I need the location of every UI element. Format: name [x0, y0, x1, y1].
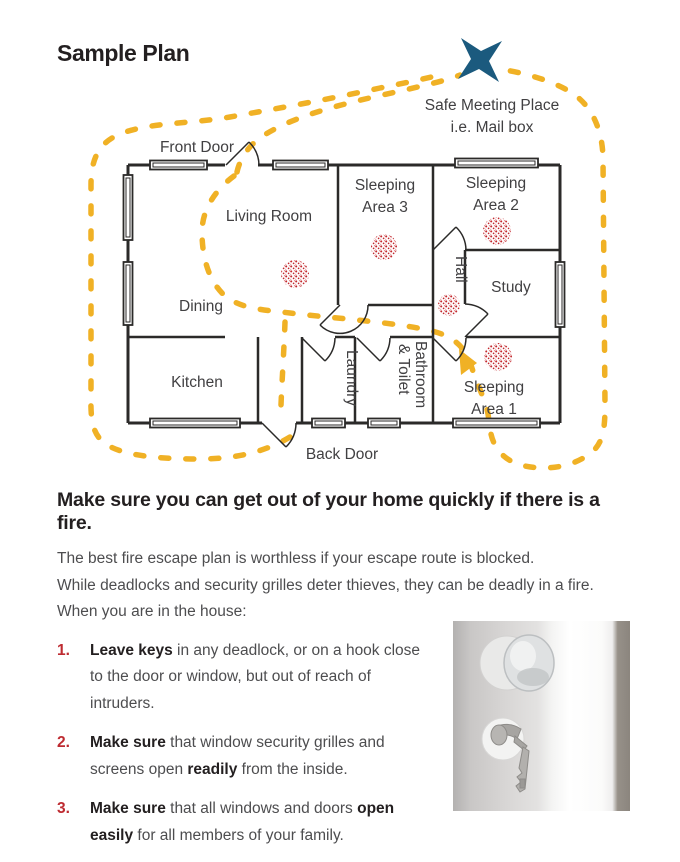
paragraph-line: The best fire escape plan is worthless if your escape route is blocked. [57, 550, 535, 567]
label-study: Study [491, 279, 531, 296]
label-meeting-place-2: i.e. Mail box [450, 119, 534, 136]
section-headline: Make sure you can get out of your home quickly if there is a fire. [57, 489, 600, 534]
label-back-door: Back Door [305, 446, 379, 463]
list-item [57, 730, 429, 783]
label-bathroom-line2: & Toilet [395, 344, 412, 395]
label-bathroom-line1: Bathroom [412, 341, 429, 409]
list-item-number: 1. [57, 641, 70, 659]
label-dining: Dining [179, 298, 223, 315]
paragraph-line: While deadlocks and security grilles deter thieves, they can be deadly in a fire. [57, 576, 594, 594]
label-sleeping2-line2: Area 2 [473, 197, 519, 214]
escape-route-interior [202, 70, 605, 468]
escape-route-front-door [237, 75, 460, 172]
list-item [57, 796, 429, 849]
list-item-number: 3. [57, 800, 70, 817]
label-front-door: Front Door [159, 139, 235, 156]
paragraph-line: When you are in the house: [57, 603, 247, 620]
smoke-alarm-sleeping3 [371, 234, 397, 260]
list-item-text: Make sure that window security grilles and screens open readily from the inside. [90, 734, 385, 778]
hall-top-door-swing [433, 227, 466, 250]
smoke-alarm-living [281, 260, 309, 288]
bathroom-door-swing [357, 338, 390, 361]
label-sleeping1-line1: Sleeping [463, 379, 525, 396]
label-meeting-place-1: Safe Meeting Place [424, 97, 560, 114]
escape-route-back-door [281, 322, 285, 419]
list-item [57, 638, 429, 718]
page-title: Sample Plan [57, 40, 190, 66]
door-knob-illustration [480, 635, 554, 792]
meeting-point-star-icon [458, 38, 502, 82]
plan-labels [160, 97, 559, 463]
door-keys-photo [453, 621, 630, 811]
label-hall: Hall [452, 256, 469, 283]
list-item-text: Leave keys in any deadlock, or on a hook close to the door or window, but out of reach of intruders. [90, 641, 421, 712]
list-item-number: 2. [57, 734, 70, 751]
intro-paragraph [57, 546, 627, 626]
instruction-list [57, 638, 429, 850]
label-sleeping2-line1: Sleeping [465, 175, 527, 192]
label-sleeping3-line1: Sleeping [354, 177, 416, 194]
label-sleeping1-line2: Area 1 [471, 401, 517, 418]
label-living-room: Living Room [225, 208, 313, 225]
smoke-alarm-sleeping1 [484, 343, 512, 371]
label-laundry: Laundry [343, 350, 360, 407]
laundry-door-swing [302, 338, 335, 361]
smoke-alarm-hall [438, 294, 460, 316]
list-item-text: Make sure that all windows and doors open easily for all members of your family. [90, 800, 395, 844]
study-door-swing [465, 304, 488, 337]
smoke-alarm-sleeping2 [483, 217, 511, 245]
label-sleeping3-line2: Area 3 [362, 199, 408, 216]
label-kitchen: Kitchen [171, 374, 223, 391]
